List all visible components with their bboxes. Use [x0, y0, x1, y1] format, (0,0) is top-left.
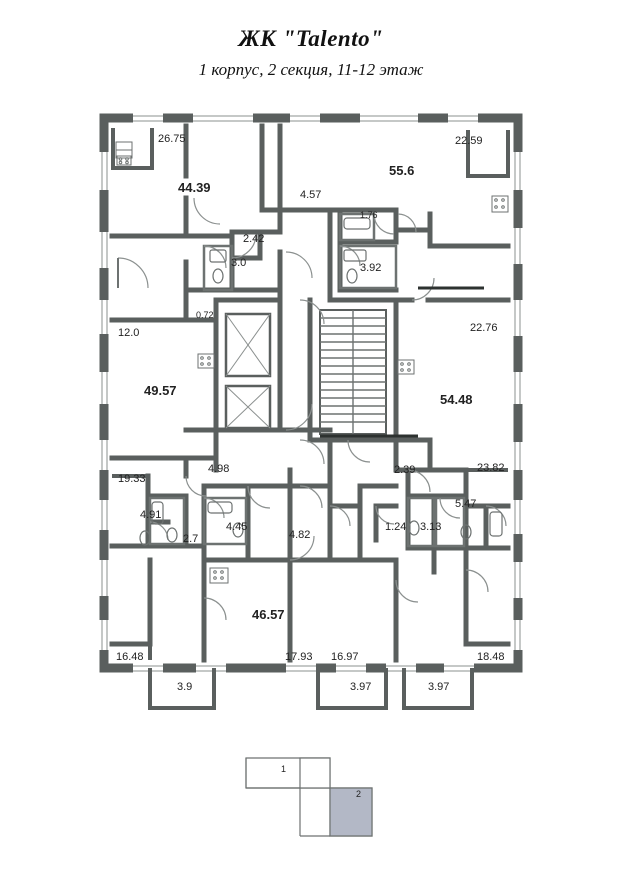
key-section-1-label: 1 [281, 764, 287, 774]
room-area-label: 4.82 [289, 529, 311, 541]
room-area-label: 18.48 [477, 651, 505, 663]
room-area-label: 4.91 [140, 509, 162, 521]
room-area-label: 4.57 [300, 189, 322, 201]
key-section-2-label: 2 [356, 789, 362, 799]
elevator-shafts [226, 314, 270, 428]
room-area-label: 22.59 [455, 135, 483, 147]
room-area-label: 19.33 [118, 473, 146, 485]
room-area-label: 5.47 [455, 498, 477, 510]
room-area-label: 44.39 [178, 180, 211, 195]
room-area-label: 1.24 [385, 521, 407, 533]
room-area-label: 17.93 [285, 651, 313, 663]
room-area-label: 3.97 [350, 681, 372, 693]
staircase [320, 310, 386, 434]
room-area-label: 4.45 [226, 521, 248, 533]
room-area-label: 0.72 [196, 310, 214, 320]
room-area-label: 23.82 [477, 462, 505, 474]
page-title: ЖК "Talento" [238, 26, 384, 51]
page-subtitle: 1 корпус, 2 секция, 11-12 этаж [198, 60, 424, 79]
room-area-label: 55.6 [389, 163, 415, 178]
room-area-label: 2.39 [394, 464, 416, 476]
room-area-label: 3.92 [360, 262, 382, 274]
room-area-label: 26.75 [158, 133, 186, 145]
room-area-label: 16.48 [116, 651, 144, 663]
room-area-label: 3.0 [231, 257, 247, 269]
room-area-label: 3.9 [177, 681, 193, 693]
room-area-label: 2.7 [183, 533, 199, 545]
room-area-label: 1.76 [360, 210, 378, 220]
room-area-label: 46.57 [252, 607, 285, 622]
room-area-label: 4.98 [208, 463, 230, 475]
key-map [246, 758, 372, 836]
room-area-label: 3.97 [428, 681, 450, 693]
room-area-label: 12.0 [118, 327, 140, 339]
door-swings [118, 198, 506, 620]
room-area-label: 22.76 [470, 322, 498, 334]
room-area-label: 54.48 [440, 392, 473, 407]
room-area-label: 2.42 [243, 233, 265, 245]
room-area-label: 3.13 [420, 521, 442, 533]
room-area-label: 16.97 [331, 651, 359, 663]
room-area-label: 49.57 [144, 383, 177, 398]
